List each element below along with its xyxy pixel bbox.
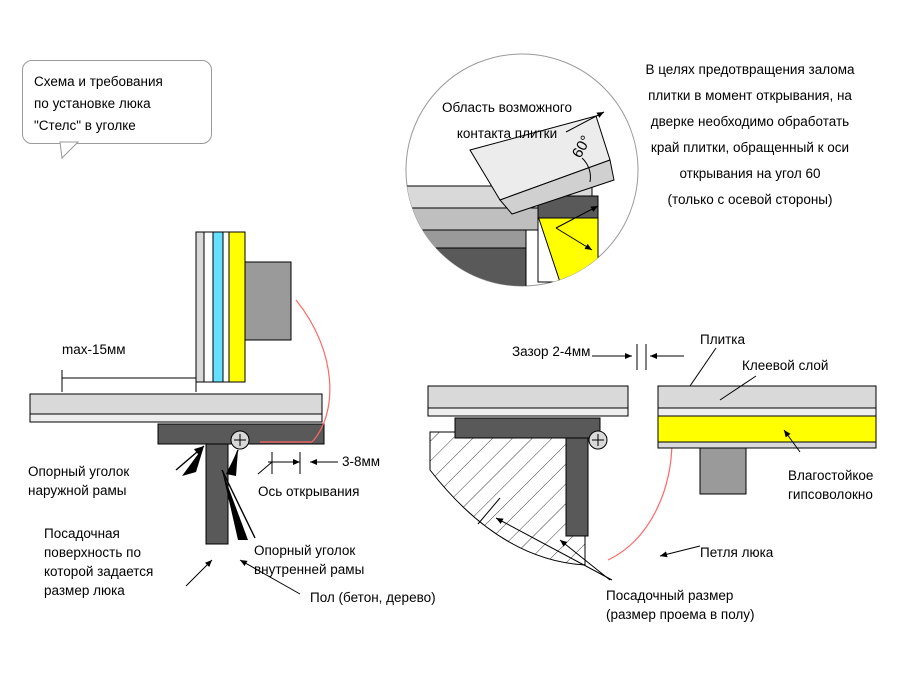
note-line-1: В целях предотвращения залома — [645, 62, 855, 77]
title-line-1: Схема и требования — [34, 74, 163, 89]
inner-frame-label-line-2: внутренней рамы — [254, 562, 365, 577]
detail-label-line-2: контакта плитки — [456, 126, 558, 141]
gypsum-label-line-1: Влагостойкое — [788, 468, 874, 483]
outer-frame-label-line-2: наружной рамы — [28, 483, 127, 498]
note-line-6: (только с осевой стороны) — [667, 192, 833, 207]
right-seat-label-line-2: (размер проема в полу) — [606, 607, 755, 622]
note-line-2: плитки в момент открывания, на — [648, 88, 852, 103]
note-line-5: открывания на угол 60 — [679, 166, 821, 181]
inner-frame-label-line-1: Опорный уголок — [254, 543, 356, 558]
detail-circle-group — [406, 54, 638, 288]
gap-dimension-label: 3-8мм — [342, 454, 381, 469]
note-line-3: дверке необходимо обработать — [650, 114, 850, 129]
floor-label: Пол (бетон, дерево) — [310, 590, 436, 605]
right-gap-label: Зазор 2-4мм — [512, 344, 591, 359]
glue-layer-label: Клеевой слой — [742, 358, 829, 373]
title-line-2: по установке люка — [34, 96, 151, 111]
seating-surface-label-line-4: размер люка — [44, 583, 125, 598]
detail-label-line-1: Область возможного — [441, 100, 573, 115]
title-line-3: "Стелс" в уголке — [34, 118, 136, 133]
seating-surface-label-line-2: поверхность по — [44, 545, 141, 560]
outer-frame-label-line-1: Опорный уголок — [28, 464, 130, 479]
right-diagram-group — [428, 344, 876, 580]
seating-surface-label-line-3: которой задается — [44, 564, 154, 579]
axis-of-opening-label: Ось открывания — [258, 484, 360, 499]
max-dimension-label: max-15мм — [62, 342, 126, 357]
angle-label: 60° — [568, 132, 595, 161]
tile-label: Плитка — [700, 332, 746, 347]
note-line-4: край плитки, обращенный к оси — [650, 140, 850, 155]
seating-surface-label-line-1: Посадочная — [44, 526, 120, 541]
hinge-label: Петля люка — [700, 545, 774, 560]
gypsum-label-line-2: гипсоволокно — [788, 487, 873, 502]
right-seat-label-line-1: Посадочный размер — [606, 588, 734, 603]
